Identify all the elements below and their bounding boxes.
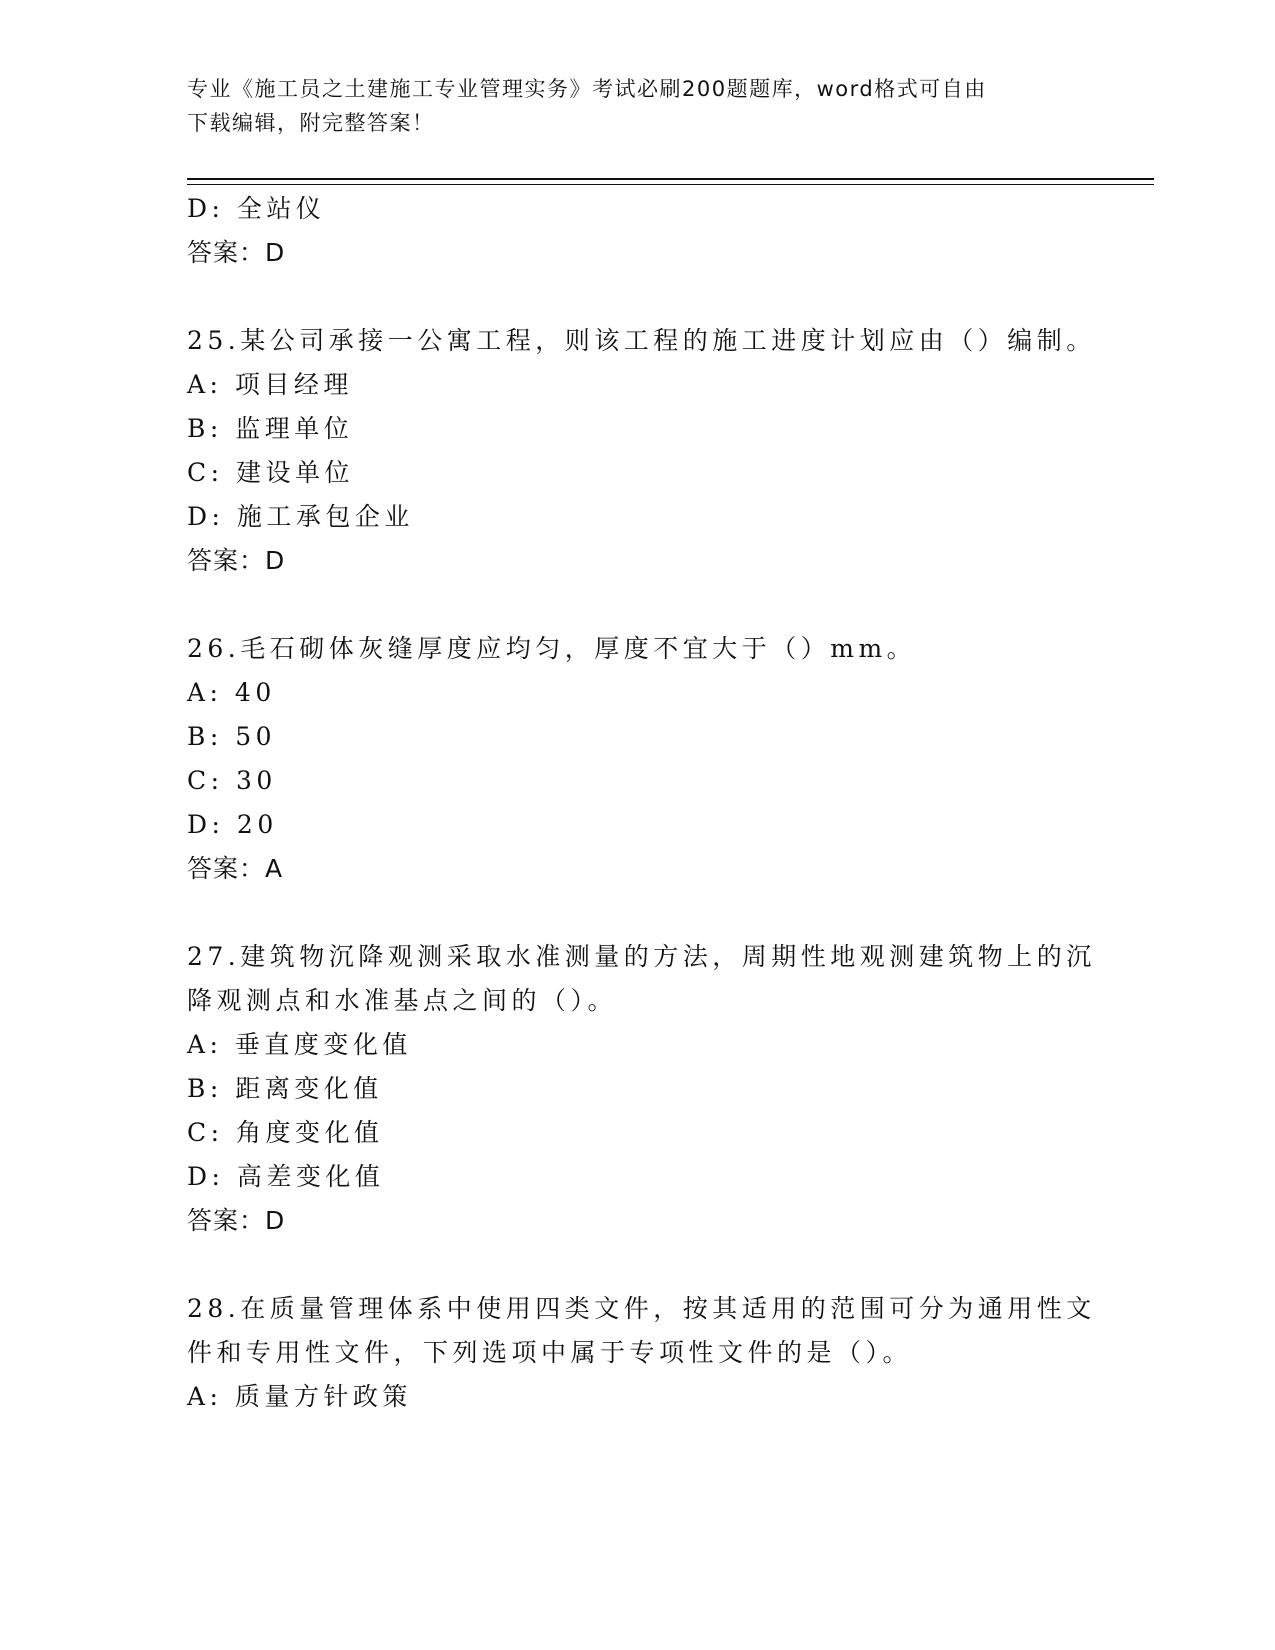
document-header [187,72,1087,140]
q28-option-a: A: 质量方针政策 [187,1382,412,1411]
q26-answer: 答案：A [187,854,284,883]
header-divider-thin [187,184,1154,185]
q27-option-a: A: 垂直度变化值 [187,1030,412,1059]
prev-answer: 答案：D [187,238,286,267]
q26-option-a: A: 40 [187,678,276,707]
question-28-line-2: 件和专用性文件，下列选项中属于专项性文件的是（）。 [187,1338,913,1367]
question-28-line-1: 28.在质量管理体系中使用四类文件，按其适用的范围可分为通用性文 [187,1294,1096,1323]
question-25: 25.某公司承接一公寓工程，则该工程的施工进度计划应由（）编制。 [187,326,1096,355]
question-26: 26.毛石砌体灰缝厚度应均匀，厚度不宜大于（）mm。 [187,634,917,663]
q26-option-c: C: 30 [187,766,277,795]
question-27-line-1: 27.建筑物沉降观测采取水准测量的方法，周期性地观测建筑物上的沉 [187,942,1096,971]
header-line-1: 专业《施工员之土建施工专业管理实务》考试必刷200题题库，word格式可自由 [187,77,987,101]
q27-option-d: D: 高差变化值 [187,1162,385,1191]
q25-option-b: B: 监理单位 [187,414,354,443]
q25-option-d: D: 施工承包企业 [187,502,414,531]
question-27-line-2: 降观测点和水准基点之间的（）。 [187,986,618,1015]
q26-option-d: D: 20 [187,810,278,839]
prev-option-d: D: 全站仪 [187,194,326,223]
q27-option-b: B: 距离变化值 [187,1074,383,1103]
q25-answer: 答案：D [187,546,286,575]
q27-option-c: C: 角度变化值 [187,1118,384,1147]
header-divider-thick [187,178,1154,180]
header-line-2: 下载编辑，附完整答案！ [187,111,435,135]
q25-option-a: A: 项目经理 [187,370,353,399]
q26-option-b: B: 50 [187,722,277,751]
q27-answer: 答案：D [187,1206,286,1235]
q25-option-c: C: 建设单位 [187,458,354,487]
